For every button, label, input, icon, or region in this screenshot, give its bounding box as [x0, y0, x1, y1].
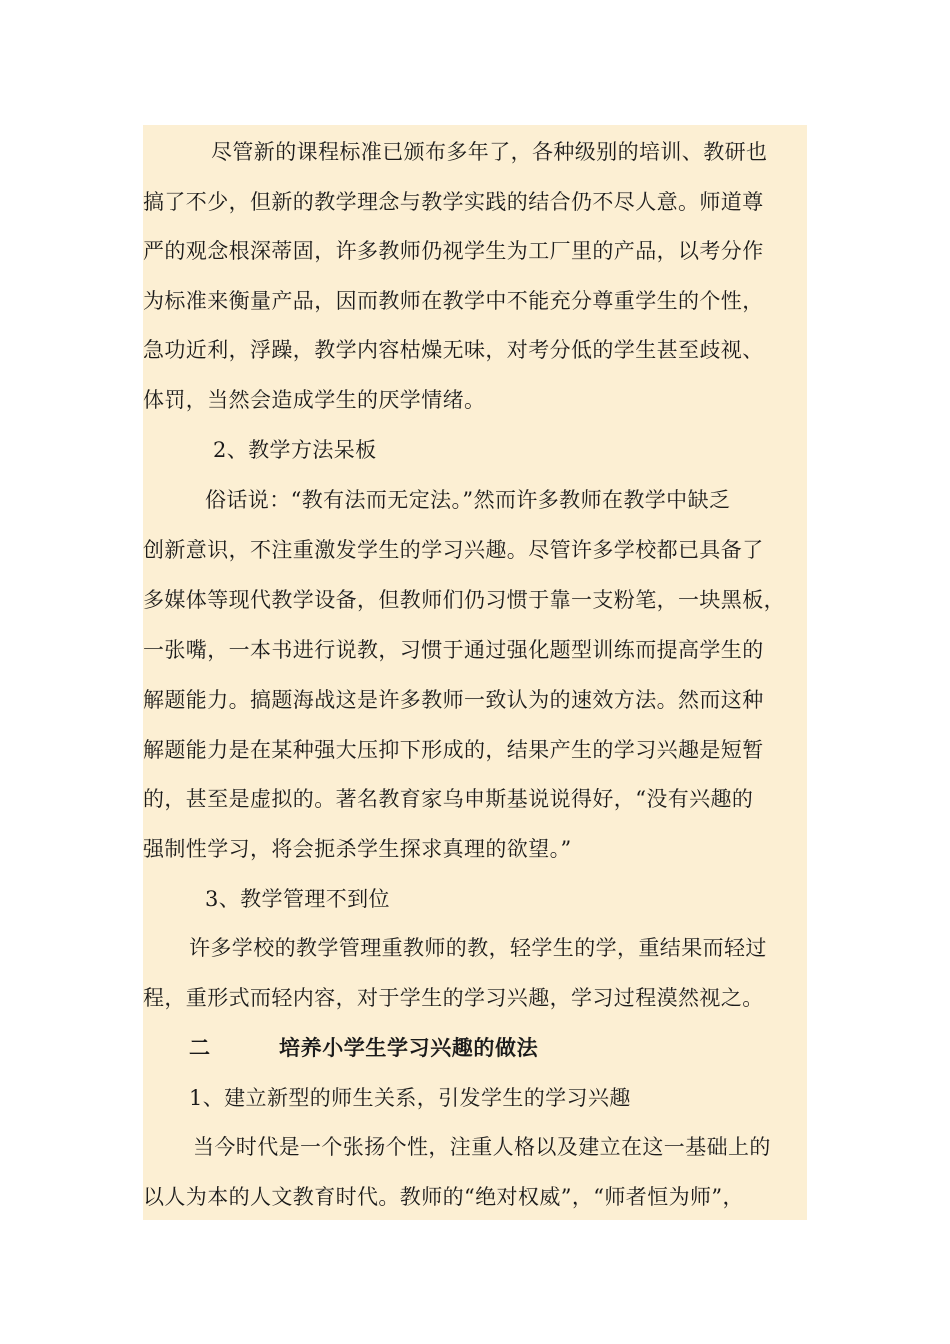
paragraph-line: 搞了不少，但新的教学理念与教学实践的结合仍不尽人意。师道尊 [143, 190, 764, 214]
paragraph-line: 尽管新的课程标准已颁布多年了，各种级别的培训、教研也 [211, 140, 768, 164]
paragraph-line: 多媒体等现代教学设备，但教师们仍习惯于靠一支粉笔，一块黑板， [143, 588, 785, 612]
paragraph-line: 程，重形式而轻内容，对于学生的学习兴趣，学习过程漠然视之。 [143, 986, 764, 1010]
paragraph-line: 以人为本的人文教育时代。教师的“绝对权威”，“师者恒为师”， [143, 1185, 744, 1209]
paragraph-line: 创新意识，不注重激发学生的学习兴趣。尽管许多学校都已具备了 [143, 538, 764, 562]
paragraph-line: 急功近利，浮躁，教学内容枯燥无味，对考分低的学生甚至歧视、 [143, 338, 764, 362]
document-text-block [143, 125, 807, 1220]
section-number: 二 [189, 1035, 211, 1060]
subsection-heading: 3、教学管理不到位 [205, 887, 390, 911]
paragraph-line: 许多学校的教学管理重教师的教，轻学生的学，重结果而轻过 [189, 936, 767, 960]
subsection-heading: 2、教学方法呆板 [213, 438, 377, 462]
section-title: 培养小学生学习兴趣的做法 [279, 1035, 539, 1060]
paragraph-line: 的，甚至是虚拟的。著名教育家乌申斯基说说得好，“没有兴趣的 [143, 787, 754, 811]
paragraph-line: 当今时代是一个张扬个性，注重人格以及建立在这一基础上的 [193, 1135, 771, 1159]
subsection-heading: 1、建立新型的师生关系，引发学生的学习兴趣 [189, 1086, 631, 1110]
paragraph-line: 为标准来衡量产品，因而教师在教学中不能充分尊重学生的个性， [143, 289, 764, 313]
paragraph-line: 体罚，当然会造成学生的厌学情绪。 [143, 388, 486, 412]
paragraph-line: 强制性学习，将会扼杀学生探求真理的欲望。” [143, 837, 572, 861]
paragraph-line: 一张嘴，一本书进行说教，习惯于通过强化题型训练而提高学生的 [143, 638, 764, 662]
paragraph-line: 俗话说：“教有法而无定法。”然而许多教师在教学中缺乏 [205, 488, 731, 512]
paragraph-line: 解题能力。搞题海战这是许多教师一致认为的速效方法。然而这种 [143, 688, 764, 712]
paragraph-line: 严的观念根深蒂固，许多教师仍视学生为工厂里的产品，以考分作 [143, 239, 764, 263]
paragraph-line: 解题能力是在某种强大压抑下形成的，结果产生的学习兴趣是短暂 [143, 738, 764, 762]
